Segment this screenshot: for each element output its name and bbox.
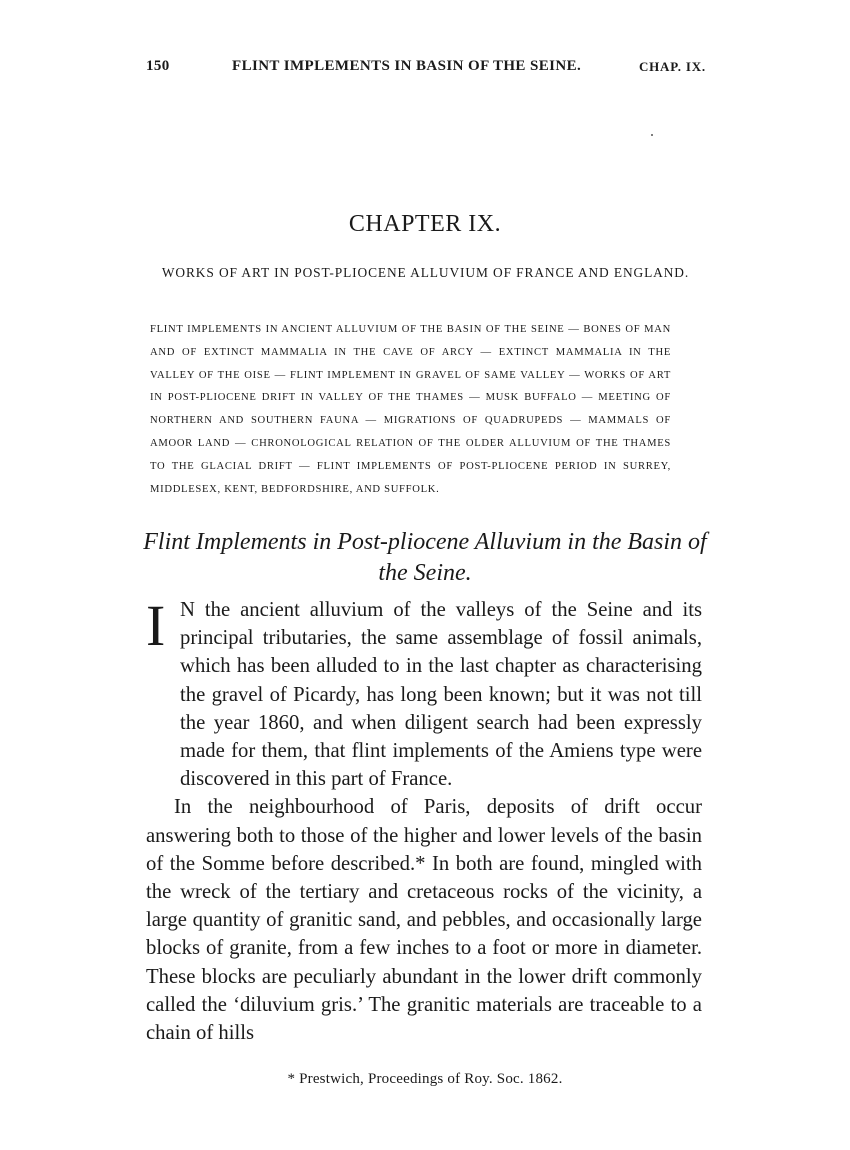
running-head (146, 58, 706, 80)
drop-cap: I (146, 593, 166, 658)
running-chapter: CHAP. IX. (638, 59, 706, 74)
body-text (146, 593, 702, 1047)
paragraph-2: In the neighbourhood of Paris, deposits of drift occur answering both to those of the higher and lower levels of the basin of the Somme before described.* In both are found, mingled with the wreck of the tertiary and cretaceous rocks of the vicinity, a large quantity of granitic sand, and pebbles, and occasionally large blocks of granite, from a few inches to a foot or more in diameter. These blocks are peculiarly abundant in the lower drift commonly called the ‘diluvium gris.’ The granitic materials are traceable to a chain of hills (146, 796, 702, 1045)
running-title: FLINT IMPLEMENTS IN BASIN OF THE SEINE. (232, 58, 582, 74)
chapter-title: WORKS OF ART IN POST-PLIOCENE ALLUVIUM OF FRANCE AND ENGLAND. (161, 265, 690, 280)
chapter-summary: FLINT IMPLEMENTS IN ANCIENT ALLUVIUM OF THE BASIN OF THE SEINE — BONES OF MAN AND OF EXTINCT MAMMALIA IN THE CAVE OF ARCY — EXTINCT MAMMALIA IN THE VALLEY OF THE OISE — FLINT IMPLEMENT IN GRAVEL OF SAME VALLEY — WORKS OF ART IN POST-PLIOCENE DRIFT IN VALLEY OF THE THAMES — MUSK BUFFALO — MEETING OF NORTHERN AND SOUTHERN FAUNA — MIGRATIONS OF QUADRUPEDS — MAMMALS OF AMOOR LAND — CHRONOLOGICAL RELATION OF THE OLDER ALLUVIUM OF THE THAMES TO THE GLACIAL DRIFT — FLINT IMPLEMENTS OF POST-PLIOCENE PERIOD IN SURREY, MIDDLESEX, KENT, BEDFORDSHIRE, AND SUFFOLK. (150, 324, 671, 495)
chapter-heading: CHAPTER IX. (348, 211, 502, 237)
print-speck (651, 134, 653, 136)
page-number: 150 (146, 58, 170, 74)
paragraph-1: N the ancient alluvium of the valleys of the Seine and its principal tributaries, the same assemblage of fossil animals, which has been alluded to in the last chapter as characterising the gravel of Picardy, has long been known; but it was not till the year 1860, and when diligent search had been expressly made for them, that flint implements of the Amiens type were discovered in this part of France. (180, 599, 702, 791)
section-heading: Flint Implements in Post-pliocene Alluvium in the Basin of the Seine. (143, 529, 707, 586)
footnote: * Prestwich, Proceedings of Roy. Soc. 1862. (287, 1071, 563, 1087)
